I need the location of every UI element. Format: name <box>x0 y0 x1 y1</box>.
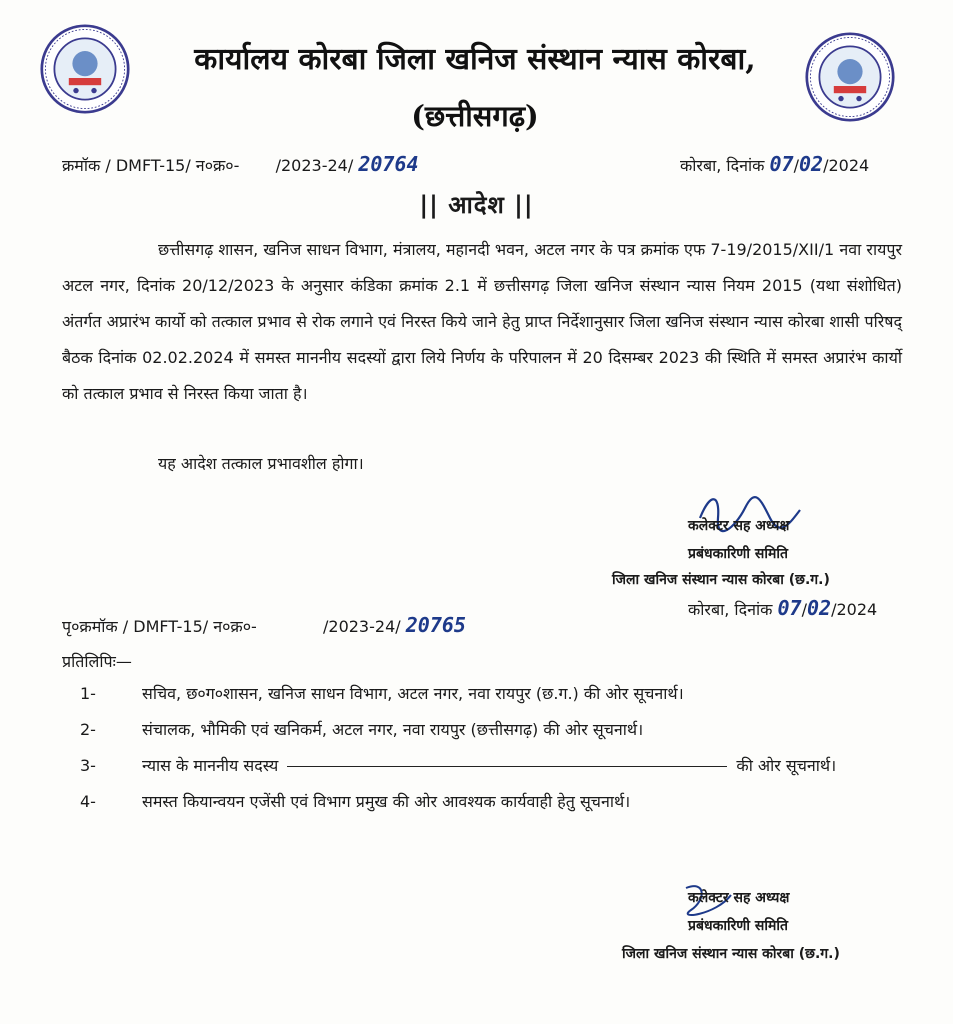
date-month-handwritten: 02 <box>798 152 824 176</box>
date-year: /2024 <box>823 156 870 175</box>
list-item-suffix: की ओर सूचनार्थ। <box>736 756 837 775</box>
signatory-organization: जिला खनिज संस्थान न्यास कोरबा (छ.ग.) <box>622 946 840 962</box>
list-item-number: 2- <box>80 720 96 739</box>
page-subtitle: (छत्तीसगढ़) <box>411 99 539 133</box>
endorsement-date-year: /2024 <box>831 600 878 619</box>
endorsement-date-label: कोरबा, दिनांक <box>688 600 773 619</box>
reference-number-handwritten: 20764 <box>358 152 419 176</box>
effective-statement: यह आदेश तत्काल प्रभावशील होगा। <box>158 454 364 473</box>
reference-date-row: कोरबा, दिनांक 07/02/2024 <box>680 152 870 176</box>
date-day-handwritten: 07 <box>769 152 794 176</box>
list-item-text: सचिव, छ०ग०शासन, खनिज साधन विभाग, अटल नगर, नवा रायपुर (छ.ग.) की ओर सूचनार्थ। <box>142 684 684 703</box>
signatory-committee: प्रबंधकारिणी समिति <box>688 546 788 562</box>
dmf-seal-logo-left <box>40 24 130 114</box>
endorsement-prefix: पृ०क्रमॉक / DMFT-15/ न०क्र०- <box>62 617 257 636</box>
endorsement-year: /2023-24/ <box>323 617 401 636</box>
reference-year: /2023-24/ <box>275 156 354 175</box>
reference-prefix: क्रमॉक / DMFT-15/ न०क्र०- <box>62 156 240 175</box>
signatory-organization: जिला खनिज संस्थान न्यास कोरबा (छ.ग.) <box>612 572 830 588</box>
list-item-number: 3- <box>80 756 96 775</box>
endorsement-number-handwritten: 20765 <box>405 613 466 637</box>
dmf-seal-logo-right <box>805 32 895 122</box>
order-heading: || आदेश || <box>419 191 534 219</box>
endorsement-reference-row <box>62 613 466 637</box>
list-item-number: 1- <box>80 684 96 703</box>
list-item <box>80 712 920 748</box>
list-item <box>80 676 920 712</box>
endorsement-date-row: कोरबा, दिनांक 07/02/2024 <box>688 596 878 620</box>
list-item-text: संचालक, भौमिकी एवं खनिकर्म, अटल नगर, नवा रायपुर (छत्तीसगढ़) की ओर सूचनार्थ। <box>142 720 644 739</box>
blank-line <box>287 766 727 767</box>
endorsement-date-day: 07 <box>777 596 802 620</box>
signature-block-1-org <box>612 566 830 594</box>
list-item-number: 4- <box>80 792 96 811</box>
page-title: कार्यालय कोरबा जिला खनिज संस्थान न्यास कोरबा, <box>194 42 756 77</box>
list-item <box>80 748 920 784</box>
list-item-text: न्यास के माननीय सदस्य <box>142 756 279 775</box>
copy-recipient-list <box>80 676 920 820</box>
endorsement-date-month: 02 <box>806 596 832 620</box>
signatory-committee: प्रबंधकारिणी समिति <box>688 918 788 934</box>
signature-block-1 <box>688 512 789 568</box>
signatory-designation: कलेक्टर सह अध्यक्ष <box>688 518 790 534</box>
copy-to-label: प्रतिलिपिः— <box>62 652 132 671</box>
reference-number-row <box>62 152 419 176</box>
signature-block-2 <box>688 884 789 940</box>
order-body-text: छत्तीसगढ़ शासन, खनिज साधन विभाग, मंत्रालय, महानदी भवन, अटल नगर के पत्र क्रमांक एफ 7-19/2015/XII/1 नवा रायपुर अटल नगर, दिनांक 20/12/2023 के अनुसार कंडिका क्रमांक 2.1 में छत्तीसगढ़ जिला खनिज संस्थान न्यास नियम 2015 (यथा संशोधित) अंतर्गत अप्रारंभ कार्यो को तत्काल प्रभाव से रोक लगाने एवं निरस्त किये जाने हेतु प्राप्त निर्देशानुसार जिला खनिज संस्थान न्यास कोरबा शासी परिषद् बैठक दिनांक 02.02.2024 में समस्त माननीय सदस्यों द्वारा लिये निर्णय के परिपालन में 20 दिसम्बर 2023 की स्थिति में समस्त अप्रारंभ कार्यो को तत्काल प्रभाव से निरस्त किया जाता है। <box>62 240 902 403</box>
list-item <box>80 784 920 820</box>
signature-block-2-org <box>622 940 840 968</box>
list-item-text-with-blank <box>142 748 836 784</box>
signatory-designation: कलेक्टर सह अध्यक्ष <box>688 890 790 906</box>
date-label: कोरबा, दिनांक <box>680 156 765 175</box>
list-item-text: समस्त कियान्वयन एजेंसी एवं विभाग प्रमुख की ओर आवश्यक कार्यवाही हेतु सूचनार्थ। <box>142 792 631 811</box>
